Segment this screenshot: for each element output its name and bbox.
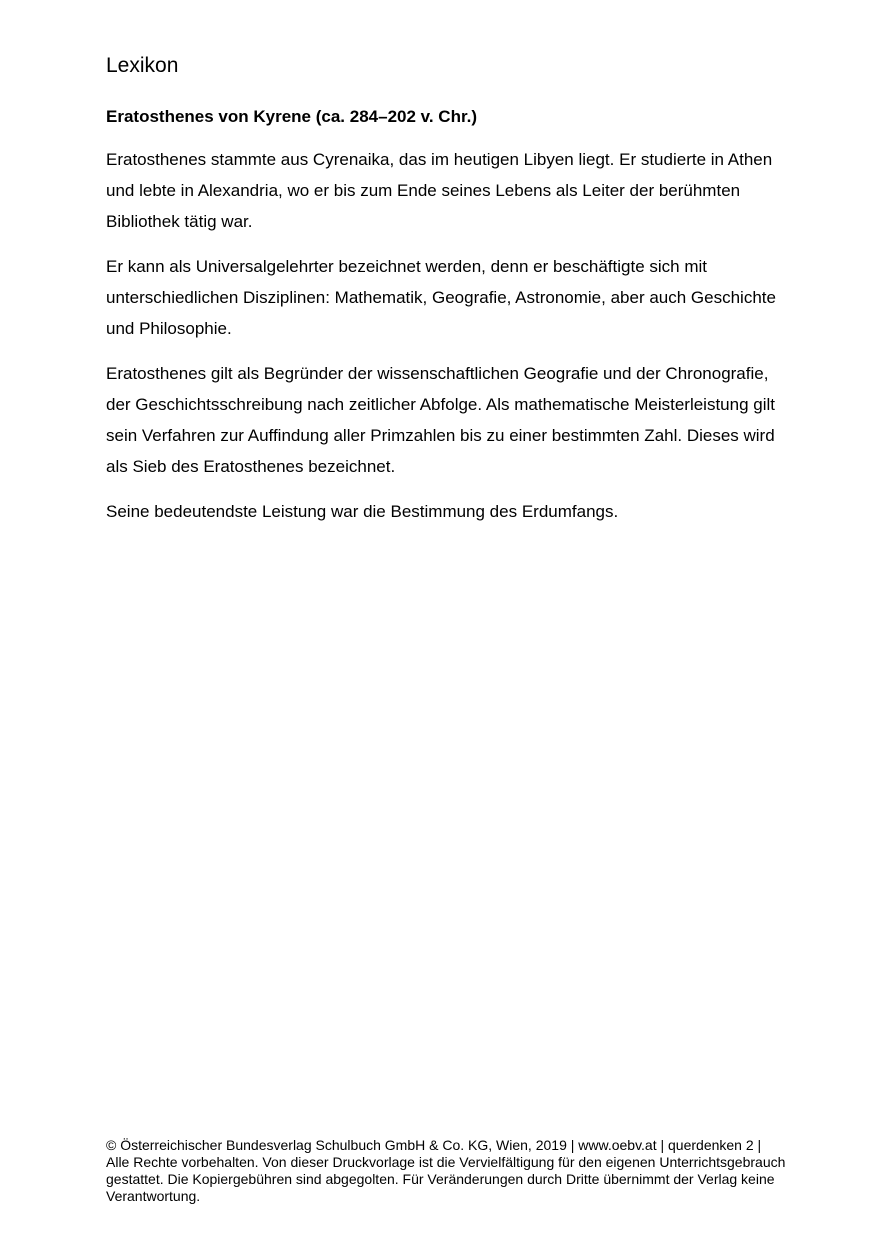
section-label: Lexikon: [106, 54, 179, 77]
article-paragraph: Seine bedeutendste Leistung war die Bestimmung des Erdumfangs.: [106, 502, 619, 521]
article-paragraph: Er kann als Universalgelehrter bezeichnet werden, denn er beschäftigte sich mit unterschiedlichen Disziplinen: Mathematik, Geografie, Astronomie, aber auch Geschichte und Philosophie.: [106, 257, 776, 338]
article-paragraph: Eratosthenes gilt als Begründer der wissenschaftlichen Geografie und der Chronografie, der Geschichtsschreibung nach zeitlicher Abfolge. Als mathematische Meisterleistung gilt sein Verfahren zur Auffindung aller Primzahlen bis zu einer bestimmten Zahl. Dieses wird als Sieb des Eratosthenes bezeichnet.: [106, 364, 776, 476]
article-title: Eratosthenes von Kyrene (ca. 284–202 v. Chr.): [106, 107, 478, 126]
copyright-footer: © Österreichischer Bundesverlag Schulbuch GmbH & Co. KG, Wien, 2019 | www.oebv.at | querdenken 2 | Alle Rechte vorbehalten. Von dieser Druckvorlage ist die Vervielfältigung für den eigenen Unterrichtsgebrauch gestattet. Die Kopiergebühren sind abgegolten. Für Veränderungen durch Dritte übernimmt der Verlag keine Verantwortung.: [106, 1137, 786, 1204]
article: [106, 106, 796, 541]
article-paragraph: Eratosthenes stammte aus Cyrenaika, das im heutigen Libyen liegt. Er studierte in Athen und lebte in Alexandria, wo er bis zum Ende seines Lebens als Leiter der berühmten Bibliothek tätig war.: [106, 150, 773, 231]
